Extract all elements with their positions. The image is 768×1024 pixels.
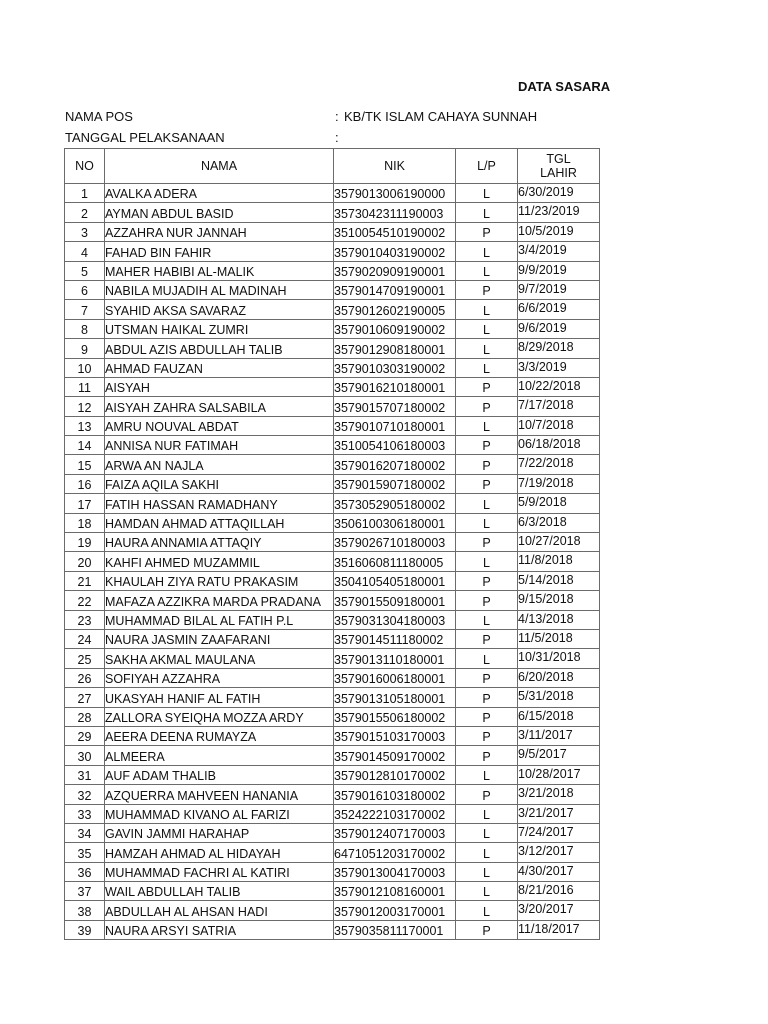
cell-no: 38 [65,901,105,920]
table-row [65,436,600,455]
cell-lp: P [456,726,518,745]
cell-no: 26 [65,668,105,687]
cell-no: 32 [65,785,105,804]
date-colon: : [335,130,339,145]
cell-lp: P [456,533,518,552]
table-row [65,513,600,532]
cell-tgl-lahir: 5/31/2018 [518,688,600,707]
cell-lp: L [456,823,518,842]
cell-nik: 3579020909190001 [334,261,456,280]
cell-tgl-lahir: 6/3/2018 [518,513,600,532]
cell-no: 13 [65,416,105,435]
cell-no: 27 [65,688,105,707]
table-row [65,823,600,842]
cell-nama: NAURA ARSYI SATRIA [105,920,334,939]
cell-tgl-lahir: 5/9/2018 [518,494,600,513]
table-row [65,222,600,241]
cell-lp: L [456,765,518,784]
cell-nama: AHMAD FAUZAN [105,358,334,377]
cell-nik: 3510054106180003 [334,436,456,455]
table-row [65,416,600,435]
cell-nik: 3579031304180003 [334,610,456,629]
cell-nama: ALMEERA [105,746,334,765]
cell-no: 22 [65,591,105,610]
cell-lp: P [456,707,518,726]
cell-lp: L [456,649,518,668]
cell-nik: 6471051203170002 [334,843,456,862]
cell-nik: 3579016210180001 [334,377,456,396]
cell-tgl-lahir: 3/20/2017 [518,901,600,920]
cell-no: 18 [65,513,105,532]
cell-nik: 3579012407170003 [334,823,456,842]
cell-lp: P [456,571,518,590]
table-row [65,649,600,668]
table-row [65,242,600,261]
cell-no: 24 [65,629,105,648]
cell-no: 35 [65,843,105,862]
cell-tgl-lahir: 3/21/2017 [518,804,600,823]
cell-nama: AUF ADAM THALIB [105,765,334,784]
cell-no: 8 [65,319,105,338]
document-title: DATA SASARA [518,79,611,94]
cell-lp: L [456,184,518,203]
cell-lp: L [456,804,518,823]
cell-tgl-lahir: 11/18/2017 [518,920,600,939]
table-row [65,494,600,513]
cell-tgl-lahir: 6/15/2018 [518,707,600,726]
cell-no: 33 [65,804,105,823]
cell-nama: MUHAMMAD FACHRI AL KATIRI [105,862,334,881]
cell-nama: ANNISA NUR FATIMAH [105,436,334,455]
pos-value: KB/TK ISLAM CAHAYA SUNNAH [344,109,538,124]
cell-no: 2 [65,203,105,222]
table-row [65,397,600,416]
cell-nik: 3579014709190001 [334,280,456,299]
cell-nama: AVALKA ADERA [105,184,334,203]
cell-no: 23 [65,610,105,629]
cell-nama: GAVIN JAMMI HARAHAP [105,823,334,842]
pos-label: NAMA POS [65,109,133,124]
cell-lp: P [456,436,518,455]
cell-lp: P [456,668,518,687]
cell-nik: 3579014511180002 [334,629,456,648]
cell-lp: P [456,746,518,765]
cell-lp: P [456,455,518,474]
cell-no: 7 [65,300,105,319]
cell-lp: L [456,901,518,920]
cell-nama: HAMZAH AHMAD AL HIDAYAH [105,843,334,862]
cell-tgl-lahir: 3/4/2019 [518,242,600,261]
cell-lp: P [456,785,518,804]
cell-nik: 3579015907180002 [334,474,456,493]
table-row [65,571,600,590]
cell-lp: P [456,397,518,416]
table-row [65,843,600,862]
table-row [65,882,600,901]
table-row [65,319,600,338]
cell-nama: KAHFI AHMED MUZAMMIL [105,552,334,571]
cell-nik: 3579015707180002 [334,397,456,416]
cell-nama: AEERA DEENA RUMAYZA [105,726,334,745]
cell-tgl-lahir: 3/21/2018 [518,785,600,804]
cell-tgl-lahir: 10/31/2018 [518,649,600,668]
cell-nik: 3579010303190002 [334,358,456,377]
cell-lp: L [456,242,518,261]
cell-lp: P [456,377,518,396]
cell-tgl-lahir: 6/20/2018 [518,668,600,687]
table-header-row [65,149,600,184]
cell-no: 11 [65,377,105,396]
cell-lp: P [456,629,518,648]
cell-no: 17 [65,494,105,513]
table-row [65,184,600,203]
col-header-nik: NIK [334,149,456,184]
cell-tgl-lahir: 8/29/2018 [518,339,600,358]
cell-tgl-lahir: 10/27/2018 [518,533,600,552]
cell-lp: L [456,494,518,513]
cell-tgl-lahir: 4/13/2018 [518,610,600,629]
cell-nama: AZQUERRA MAHVEEN HANANIA [105,785,334,804]
cell-tgl-lahir: 10/28/2017 [518,765,600,784]
cell-nik: 3579012108160001 [334,882,456,901]
cell-nik: 3579014509170002 [334,746,456,765]
cell-no: 15 [65,455,105,474]
col-header-no: NO [65,149,105,184]
cell-no: 37 [65,882,105,901]
cell-lp: L [456,513,518,532]
cell-tgl-lahir: 10/22/2018 [518,377,600,396]
cell-nik: 3579035811170001 [334,920,456,939]
cell-nik: 3579012003170001 [334,901,456,920]
cell-no: 6 [65,280,105,299]
table-row [65,358,600,377]
cell-nik: 3579010609190002 [334,319,456,338]
date-label: TANGGAL PELAKSANAAN [65,130,225,145]
cell-no: 10 [65,358,105,377]
cell-nik: 3579016207180002 [334,455,456,474]
cell-nama: ABDUL AZIS ABDULLAH TALIB [105,339,334,358]
table-row [65,300,600,319]
table-row [65,668,600,687]
cell-tgl-lahir: 5/14/2018 [518,571,600,590]
cell-no: 9 [65,339,105,358]
cell-nama: MAFAZA AZZIKRA MARDA PRADANA [105,591,334,610]
col-header-tgl-lahir [518,149,600,184]
cell-lp: L [456,843,518,862]
cell-tgl-lahir: 9/6/2019 [518,319,600,338]
table-row [65,862,600,881]
cell-lp: P [456,688,518,707]
table-row [65,901,600,920]
cell-nik: 3579012810170002 [334,765,456,784]
cell-nama: HAMDAN AHMAD ATTAQILLAH [105,513,334,532]
cell-no: 4 [65,242,105,261]
cell-nik: 3579016006180001 [334,668,456,687]
cell-nik: 3579012908180001 [334,339,456,358]
cell-nama: AZZAHRA NUR JANNAH [105,222,334,241]
table-row [65,688,600,707]
cell-nik: 3579013110180001 [334,649,456,668]
cell-nama: UKASYAH HANIF AL FATIH [105,688,334,707]
cell-nik: 3579012602190005 [334,300,456,319]
cell-nik: 3510054510190002 [334,222,456,241]
cell-no: 5 [65,261,105,280]
cell-lp: L [456,319,518,338]
cell-nik: 3579013004170003 [334,862,456,881]
cell-nama: UTSMAN HAIKAL ZUMRI [105,319,334,338]
cell-tgl-lahir: 7/17/2018 [518,397,600,416]
table-row [65,629,600,648]
cell-nik: 3524222103170002 [334,804,456,823]
cell-no: 14 [65,436,105,455]
cell-nik: 3579010710180001 [334,416,456,435]
cell-tgl-lahir: 7/22/2018 [518,455,600,474]
table-row [65,261,600,280]
cell-nama: AMRU NOUVAL ABDAT [105,416,334,435]
cell-nama: FATIH HASSAN RAMADHANY [105,494,334,513]
cell-nama: ARWA AN NAJLA [105,455,334,474]
cell-nik: 3579026710180003 [334,533,456,552]
cell-tgl-lahir: 9/5/2017 [518,746,600,765]
cell-lp: P [456,591,518,610]
cell-nik: 3579013105180001 [334,688,456,707]
table-row [65,339,600,358]
table-row [65,203,600,222]
cell-lp: L [456,300,518,319]
pos-colon: : [335,109,339,124]
cell-nik: 3579015506180002 [334,707,456,726]
cell-no: 30 [65,746,105,765]
table-row [65,474,600,493]
cell-no: 12 [65,397,105,416]
cell-tgl-lahir: 9/7/2019 [518,280,600,299]
cell-no: 20 [65,552,105,571]
table-row [65,280,600,299]
cell-nama: MUHAMMAD BILAL AL FATIH P.L [105,610,334,629]
cell-no: 39 [65,920,105,939]
table-row [65,552,600,571]
cell-lp: L [456,261,518,280]
cell-nama: AISYAH [105,377,334,396]
cell-lp: L [456,882,518,901]
col-header-tgl-line2: LAHIR [540,166,577,180]
table-row [65,804,600,823]
cell-no: 3 [65,222,105,241]
cell-nama: SAKHA AKMAL MAULANA [105,649,334,668]
cell-no: 31 [65,765,105,784]
table-row [65,765,600,784]
col-header-lp: L/P [456,149,518,184]
table-row [65,746,600,765]
cell-nik: 3579016103180002 [334,785,456,804]
cell-tgl-lahir: 7/19/2018 [518,474,600,493]
cell-nama: ABDULLAH AL AHSAN HADI [105,901,334,920]
cell-nik: 3573042311190003 [334,203,456,222]
cell-nama: HAURA ANNAMIA ATTAQIY [105,533,334,552]
cell-tgl-lahir: 6/6/2019 [518,300,600,319]
cell-lp: L [456,358,518,377]
cell-lp: P [456,920,518,939]
table-row [65,785,600,804]
cell-tgl-lahir: 11/8/2018 [518,552,600,571]
cell-no: 1 [65,184,105,203]
cell-no: 19 [65,533,105,552]
cell-nik: 3579015103170003 [334,726,456,745]
col-header-tgl-line1: TGL [546,152,571,166]
cell-lp: L [456,552,518,571]
cell-lp: L [456,339,518,358]
cell-nama: NAURA JASMIN ZAAFARANI [105,629,334,648]
col-header-nama: NAMA [105,149,334,184]
cell-lp: L [456,416,518,435]
cell-lp: L [456,610,518,629]
cell-no: 28 [65,707,105,726]
cell-tgl-lahir: 06/18/2018 [518,436,600,455]
cell-tgl-lahir: 3/12/2017 [518,843,600,862]
cell-nama: KHAULAH ZIYA RATU PRAKASIM [105,571,334,590]
cell-nik: 3579013006190000 [334,184,456,203]
cell-tgl-lahir: 11/5/2018 [518,629,600,648]
cell-nik: 3506100306180001 [334,513,456,532]
cell-nama: FAIZA AQILA SAKHI [105,474,334,493]
cell-tgl-lahir: 8/21/2016 [518,882,600,901]
cell-no: 34 [65,823,105,842]
cell-lp: L [456,862,518,881]
table-row [65,726,600,745]
cell-nama: SOFIYAH AZZAHRA [105,668,334,687]
cell-tgl-lahir: 10/5/2019 [518,222,600,241]
cell-tgl-lahir: 9/15/2018 [518,591,600,610]
cell-tgl-lahir: 3/3/2019 [518,358,600,377]
table-row [65,707,600,726]
cell-no: 25 [65,649,105,668]
table-row [65,920,600,939]
cell-no: 29 [65,726,105,745]
cell-nama: WAIL ABDULLAH TALIB [105,882,334,901]
cell-nama: ZALLORA SYEIQHA MOZZA ARDY [105,707,334,726]
table-row [65,455,600,474]
cell-tgl-lahir: 9/9/2019 [518,261,600,280]
cell-tgl-lahir: 10/7/2018 [518,416,600,435]
cell-tgl-lahir: 7/24/2017 [518,823,600,842]
table-body [65,184,600,940]
table-row [65,377,600,396]
cell-tgl-lahir: 3/11/2017 [518,726,600,745]
cell-nik: 3516060811180005 [334,552,456,571]
cell-nama: AYMAN ABDUL BASID [105,203,334,222]
cell-no: 21 [65,571,105,590]
cell-lp: P [456,474,518,493]
cell-nama: MUHAMMAD KIVANO AL FARIZI [105,804,334,823]
cell-no: 16 [65,474,105,493]
cell-nama: FAHAD BIN FAHIR [105,242,334,261]
cell-tgl-lahir: 4/30/2017 [518,862,600,881]
cell-nama: NABILA MUJADIH AL MADINAH [105,280,334,299]
cell-lp: P [456,222,518,241]
cell-lp: L [456,203,518,222]
cell-no: 36 [65,862,105,881]
cell-nik: 3579010403190002 [334,242,456,261]
cell-nama: MAHER HABIBI AL-MALIK [105,261,334,280]
cell-nik: 3573052905180002 [334,494,456,513]
table-row [65,591,600,610]
cell-lp: P [456,280,518,299]
cell-tgl-lahir: 11/23/2019 [518,203,600,222]
table-row [65,533,600,552]
cell-nama: AISYAH ZAHRA SALSABILA [105,397,334,416]
cell-nama: SYAHID AKSA SAVARAZ [105,300,334,319]
participant-table [64,148,600,940]
cell-nik: 3504105405180001 [334,571,456,590]
table-row [65,610,600,629]
cell-tgl-lahir: 6/30/2019 [518,184,600,203]
cell-nik: 3579015509180001 [334,591,456,610]
